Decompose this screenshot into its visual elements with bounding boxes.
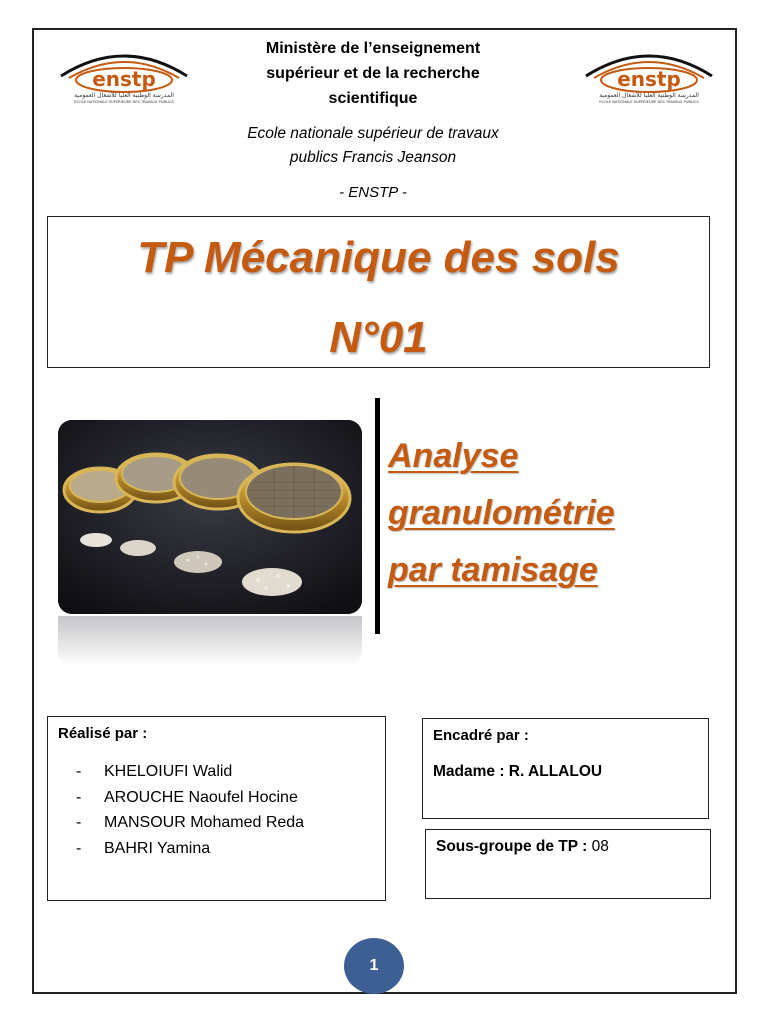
supervisor-name: Madame : R. ALLALOU [433, 763, 603, 780]
realise-par-box [47, 716, 386, 901]
svg-text:ECOLE NATIONALE SUPERIEURE DES: ECOLE NATIONALE SUPERIEURE DES TRAVAUX PUBLICS [599, 100, 699, 104]
title-line-2: N°01 [329, 313, 428, 362]
page-number-badge: 1 [344, 938, 404, 994]
svg-text:enstp: enstp [92, 67, 156, 91]
ministry-line-3: scientifique [328, 90, 418, 107]
list-item: - MANSOUR Mohamed Reda [76, 814, 305, 831]
sous-groupe-line [436, 838, 609, 856]
sous-groupe-value: 08 [591, 838, 609, 855]
svg-text:ECOLE NATIONALE SUPERIEURE DES: ECOLE NATIONALE SUPERIEURE DES TRAVAUX PUBLICS [74, 100, 174, 104]
ministry-line-1: Ministère de l’enseignement [265, 40, 481, 57]
subject-line-1: Analyse [388, 437, 519, 475]
encadre-heading: Encadré par : [433, 727, 529, 744]
ministry-line-2: supérieur et de la recherche [266, 65, 480, 82]
enstp-logo-left [55, 42, 193, 104]
svg-text:المدرسة الوطنية العليا للأشغال: المدرسة الوطنية العليا للأشغال العمومية [599, 92, 699, 99]
sieves-photo [58, 420, 362, 614]
svg-text:enstp: enstp [617, 67, 681, 91]
vertical-divider [375, 398, 380, 634]
school-name [180, 122, 566, 170]
school-line-1: Ecole nationale supérieur de travaux [247, 125, 499, 142]
title-box [47, 216, 710, 368]
photo-reflection [58, 616, 362, 666]
svg-text:المدرسة الوطنية العليا للأشغال: المدرسة الوطنية العليا للأشغال العمومية [74, 92, 174, 99]
school-acronym: - ENSTP - [339, 184, 407, 201]
sous-groupe-box [425, 829, 711, 899]
title-line-1: TP Mécanique des sols [137, 233, 620, 282]
encadre-par-box [422, 718, 709, 819]
subject-title [388, 428, 728, 599]
subject-line-3: par tamisage [388, 551, 598, 589]
list-item: - BAHRI Yamina [76, 839, 211, 857]
school-line-2: publics Francis Jeanson [289, 149, 457, 166]
enstp-logo-right [580, 42, 718, 104]
subject-line-2: granulométrie [388, 494, 615, 532]
sous-groupe-label: Sous-groupe de TP : [436, 838, 588, 855]
ministry-name [200, 36, 546, 111]
list-item: - AROUCHE Naoufel Hocine [76, 788, 298, 806]
members-list [76, 759, 304, 861]
list-item: - KHELOIUFI Walid [76, 763, 233, 780]
realise-heading: Réalisé par : [58, 725, 148, 742]
